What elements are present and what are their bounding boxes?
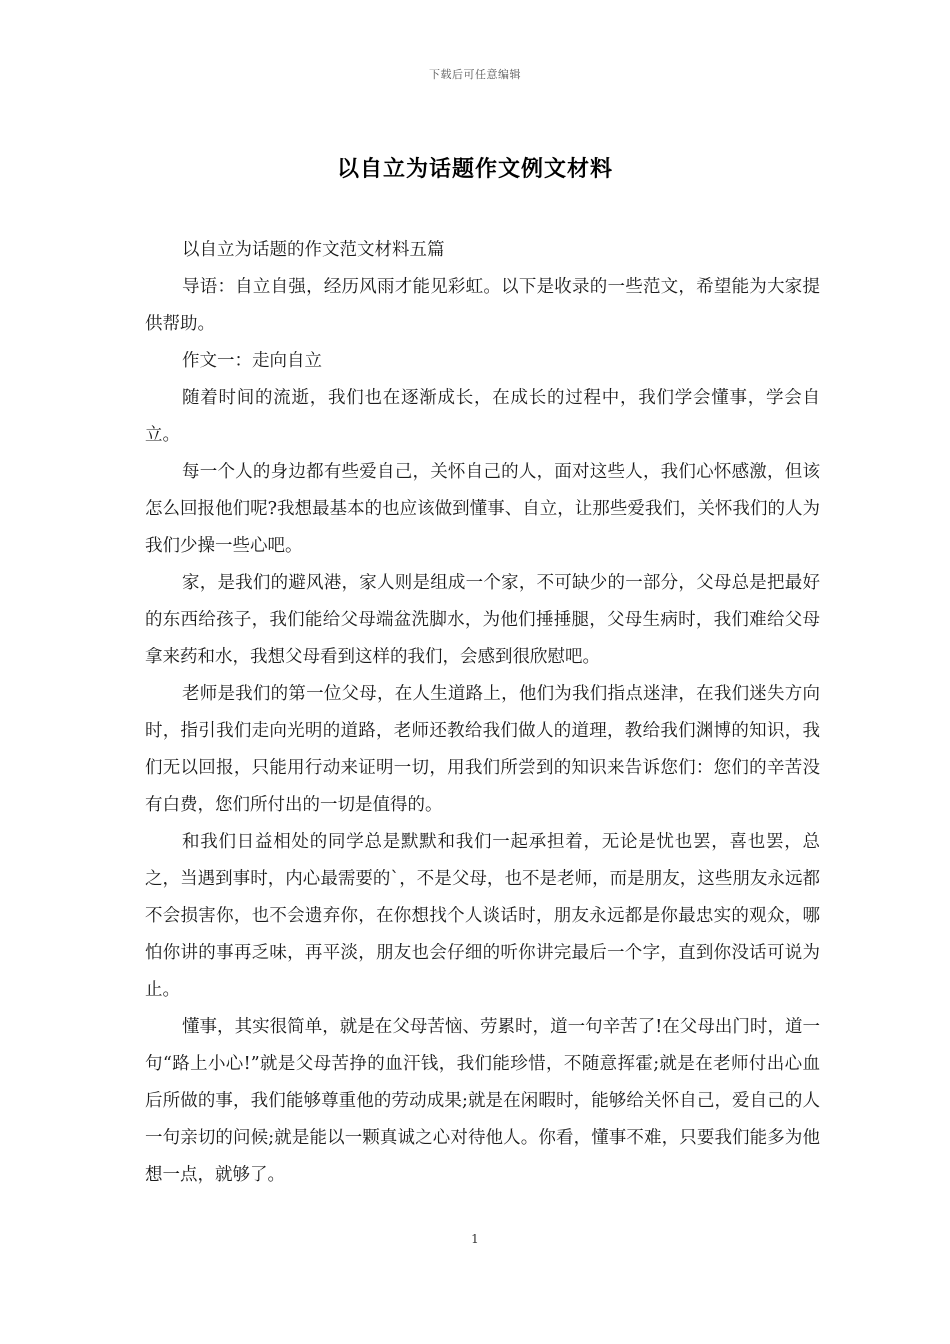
- paragraph: 随着时间的流逝，我们也在逐渐成长，在成长的过程中，我们学会懂事，学会自立。: [145, 388, 820, 445]
- paragraph-essay-heading: 作文一：走向自立: [182, 351, 322, 371]
- paragraph: 家，是我们的避风港，家人则是组成一个家，不可缺少的一部分，父母总是把最好的东西给孩子，我们能给父母端盆洗脚水，为他们捶捶腿，父母生病时，我们难给父母拿来药和水，我想父母看到这样的我们，会感到很欣慰吧。: [145, 573, 820, 667]
- paragraph: 每一个人的身边都有些爱自己，关怀自己的人，面对这些人，我们心怀感激，但该怎么回报他们呢?我想最基本的也应该做到懂事、自立，让那些爱我们，关怀我们的人为我们少操一些心吧。: [145, 462, 820, 556]
- header-note: 下载后可任意编辑: [429, 68, 521, 81]
- page-number: 1: [471, 1232, 479, 1246]
- paragraph: 老师是我们的第一位父母，在人生道路上，他们为我们指点迷津，在我们迷失方向时，指引我们走向光明的道路，老师还教给我们做人的道理，教给我们渊博的知识，我们无以回报，只能用行动来证明一切，用我们所尝到的知识来告诉您们：您们的辛苦没有白费，您们所付出的一切是值得的。: [145, 684, 820, 815]
- paragraph: 和我们日益相处的同学总是默默和我们一起承担着，无论是忧也罢，喜也罢，总之，当遇到事时，内心最需要的`，不是父母，也不是老师，而是朋友，这些朋友永远都不会损害你，也不会遗弃你，在你想找个人谈话时，朋友永远都是你最忠实的观众，哪怕你讲的事再乏味，再平淡，朋友也会仔细的听你讲完最后一个字，直到你没话可说为止。: [145, 832, 820, 1000]
- paragraph-intro: 导语：自立自强，经历风雨才能见彩虹。以下是收录的一些范文，希望能为大家提供帮助。: [145, 277, 820, 334]
- paragraph-subtitle: 以自立为话题的作文范文材料五篇: [182, 240, 445, 260]
- paragraph: 懂事，其实很简单，就是在父母苦恼、劳累时，道一句辛苦了!在父母出门时，道一句“路上小心!”就是父母苦挣的血汗钱，我们能珍惜，不随意挥霍;就是在老师付出心血后所做的事，我们能够尊重他的劳动成果;就是在闲暇时，能够给关怀自己，爱自己的人一句亲切的问候;就是能以一颗真诚之心对待他人。你看，懂事不难，只要我们能多为他想一点，就够了。: [145, 1017, 820, 1185]
- document-body: [145, 232, 820, 1194]
- document-title: 以自立为话题作文例文材料: [336, 156, 613, 182]
